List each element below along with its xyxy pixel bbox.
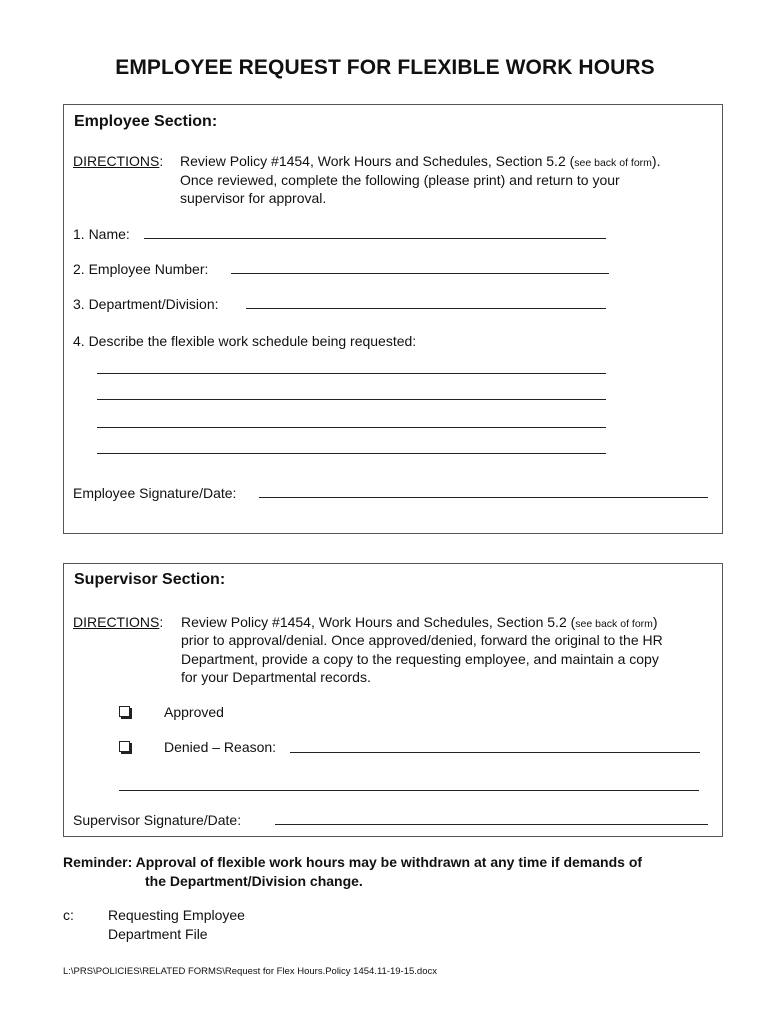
schedule-description-line-3[interactable]: [97, 427, 606, 428]
approved-checkbox[interactable]: [119, 706, 130, 717]
supervisor-signature-label: Supervisor Signature/Date:: [73, 812, 242, 828]
department-label: 3. Department/Division:: [73, 296, 219, 312]
supervisor-directions-line-2: prior to approval/denial. Once approved/denied, forward the original to the HR: [181, 632, 663, 648]
supervisor-signature-field[interactable]: [275, 824, 708, 825]
reminder-line-1: Reminder: Approval of flexible work hours may be withdrawn at any time if demands of: [63, 854, 643, 870]
approved-label: Approved: [164, 704, 224, 720]
reminder-note: [63, 853, 723, 891]
department-field[interactable]: [246, 308, 606, 309]
cc-item-requesting-employee: Requesting Employee: [108, 907, 245, 923]
supervisor-directions-label: DIRECTIONS:: [73, 614, 164, 630]
employee-section-heading: Employee Section:: [74, 113, 218, 130]
form-title: EMPLOYEE REQUEST FOR FLEXIBLE WORK HOURS: [115, 56, 655, 79]
denied-reason-field[interactable]: [290, 752, 700, 753]
supervisor-section-heading: Supervisor Section:: [74, 571, 226, 588]
schedule-description-line-4[interactable]: [97, 453, 606, 454]
employee-section: [63, 104, 723, 534]
employee-number-field[interactable]: [231, 273, 609, 274]
schedule-description-line-2[interactable]: [97, 399, 606, 400]
denied-label: Denied – Reason:: [164, 739, 277, 755]
cc-item-department-file: Department File: [108, 926, 208, 942]
schedule-description-line-1[interactable]: [97, 373, 606, 374]
supervisor-section: [63, 563, 723, 837]
employee-number-label: 2. Employee Number:: [73, 261, 209, 277]
cc-label: c:: [63, 907, 74, 923]
supervisor-directions-line-4: for your Departmental records.: [181, 669, 371, 685]
denied-checkbox[interactable]: [119, 741, 130, 752]
schedule-description-label: 4. Describe the flexible work schedule being requested:: [73, 333, 417, 349]
employee-directions-line-3: supervisor for approval.: [180, 190, 327, 206]
file-path-footer: L:\PRS\POLICIES\RELATED FORMS\Request for Flex Hours.Policy 1454.11-19-15.docx: [63, 966, 437, 977]
employee-directions-line-2: Once reviewed, complete the following (please print) and return to your: [180, 172, 620, 188]
name-field[interactable]: [144, 238, 606, 239]
employee-directions-line-1: Review Policy #1454, Work Hours and Schedules, Section 5.2 (see back of form).: [180, 153, 661, 169]
employee-signature-label: Employee Signature/Date:: [73, 485, 237, 501]
reminder-line-2: the Department/Division change.: [145, 873, 363, 889]
employee-directions-label: DIRECTIONS:: [73, 153, 164, 169]
supervisor-directions-line-1: Review Policy #1454, Work Hours and Schedules, Section 5.2 (see back of form): [181, 614, 658, 630]
denied-reason-field-continued[interactable]: [119, 790, 699, 791]
employee-signature-field[interactable]: [259, 497, 708, 498]
supervisor-directions-line-3: Department, provide a copy to the requesting employee, and maintain a copy: [181, 651, 659, 667]
name-label: 1. Name:: [73, 226, 130, 242]
